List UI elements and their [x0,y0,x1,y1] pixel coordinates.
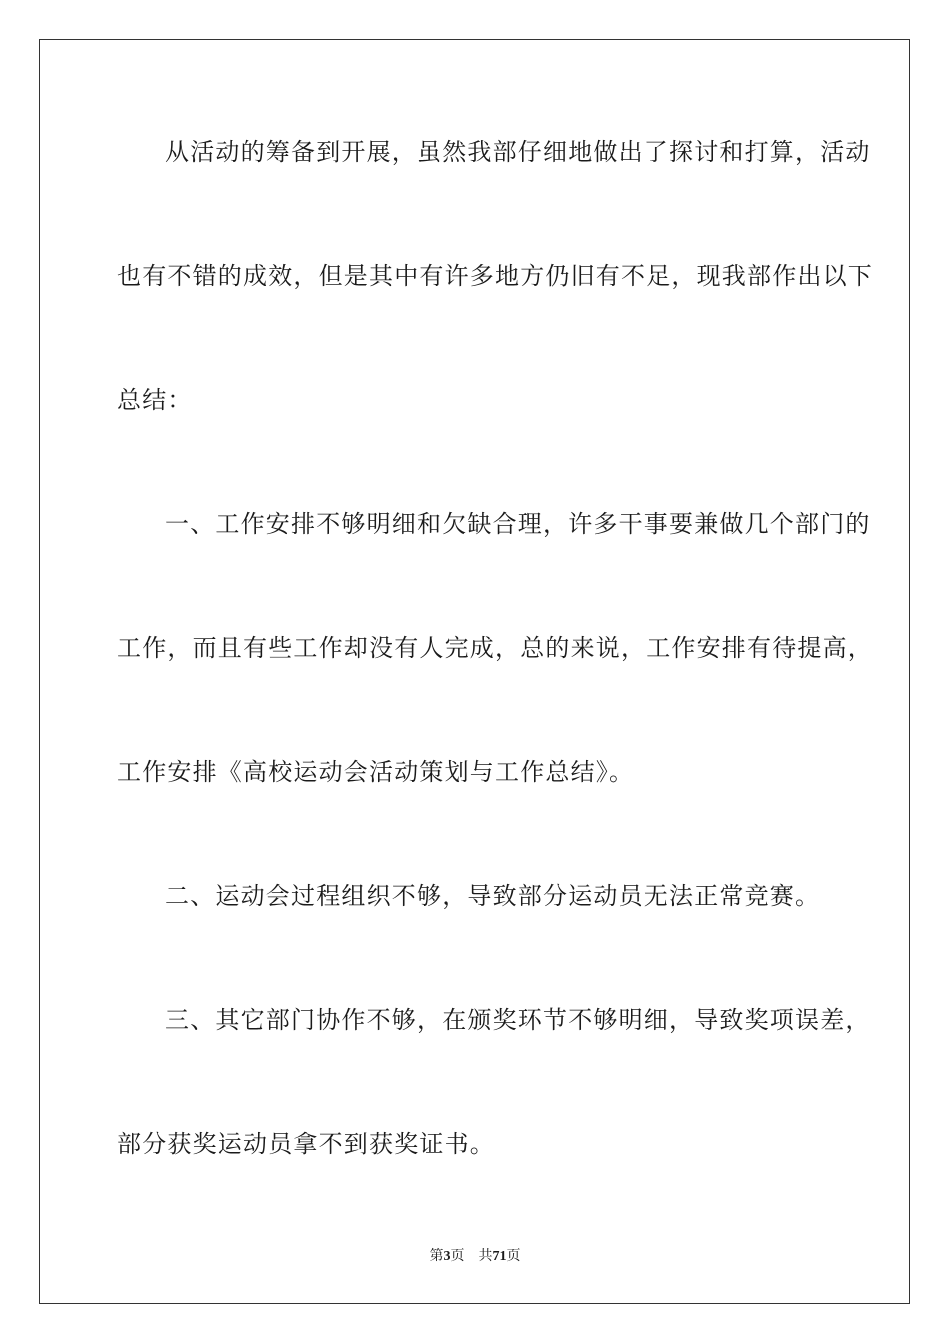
page-border [39,39,910,1304]
paragraph-line-5: 工作，而且有些工作却没有人完成，总的来说，工作安排有待提高， [117,634,873,662]
footer-total-suffix: 页 [506,1249,521,1264]
footer-page-prefix: 第 [429,1249,444,1264]
page-footer [0,1247,950,1267]
paragraph-line-6: 工作安排《高校运动会活动策划与工作总结》。 [117,758,635,786]
paragraph-line-9: 部分获奖运动员拿不到获奖证书。 [117,1130,495,1158]
paragraph-line-3: 总结： [117,386,193,414]
footer-page-suffix: 页 [450,1249,465,1264]
paragraph-line-1: 从活动的筹备到开展，虽然我部仔细地做出了探讨和打算，活动 [165,138,871,166]
paragraph-line-7: 二、运动会过程组织不够，导致部分运动员无法正常竞赛。 [165,882,821,910]
paragraph-line-4: 一、工作安排不够明细和欠缺合理，许多干事要兼做几个部门的 [165,510,871,538]
paragraph-line-2: 也有不错的成效，但是其中有许多地方仍旧有不足，现我部作出以下 [117,262,873,290]
footer-total-prefix: 共 [478,1249,493,1264]
footer-total-pages: 71 [492,1249,507,1264]
paragraph-line-8: 三、其它部门协作不够，在颁奖环节不够明细，导致奖项误差， [165,1006,871,1034]
footer-page-number: 3 [443,1249,451,1264]
